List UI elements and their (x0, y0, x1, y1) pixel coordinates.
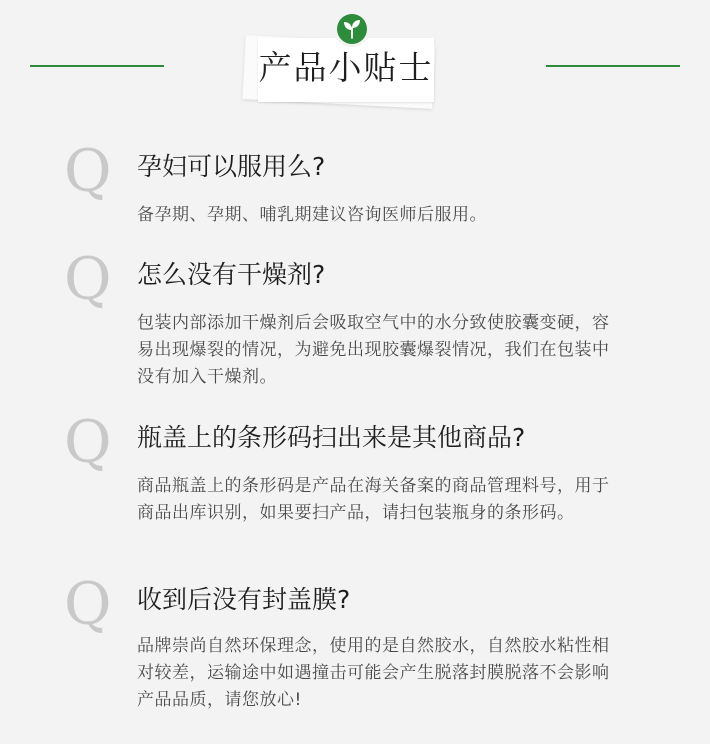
q-marker: Q (64, 245, 112, 313)
answer-text: 商品瓶盖上的条形码是产品在海关备案的商品管理料号，用于商品出库识别，如果要扫产品，请扫包装瓶身的条形码。 (137, 476, 610, 523)
header-divider-left (30, 65, 164, 67)
leaf-badge (337, 14, 367, 44)
header-divider-right (546, 65, 680, 67)
question-title: 瓶盖上的条形码扫出来是其他商品? (137, 423, 526, 452)
answer-text: 备孕期、孕期、哺乳期建议咨询医师后服用。 (137, 205, 487, 225)
question-title: 孕妇可以服用么? (137, 152, 326, 181)
leaf-icon (343, 19, 361, 39)
q-marker: Q (64, 137, 112, 205)
answer-text: 包装内部添加干燥剂后会吸取空气中的水分致使胶囊变硬，容易出现爆裂的情况，为避免出现胶囊爆裂情况，我们在包装中没有加入干燥剂。 (137, 313, 610, 387)
page-title: 产品小贴士 (258, 48, 434, 87)
question-title: 收到后没有封盖膜? (137, 585, 351, 614)
q-marker: Q (64, 570, 112, 638)
answer-text: 品牌崇尚自然环保理念，使用的是自然胶水，自然胶水粘性相对较差，运输途中如遇撞击可能会产生脱落封膜脱落不会影响产品品质，请您放心! (137, 636, 610, 710)
q-marker: Q (64, 408, 112, 476)
question-title: 怎么没有干燥剂? (137, 260, 326, 289)
